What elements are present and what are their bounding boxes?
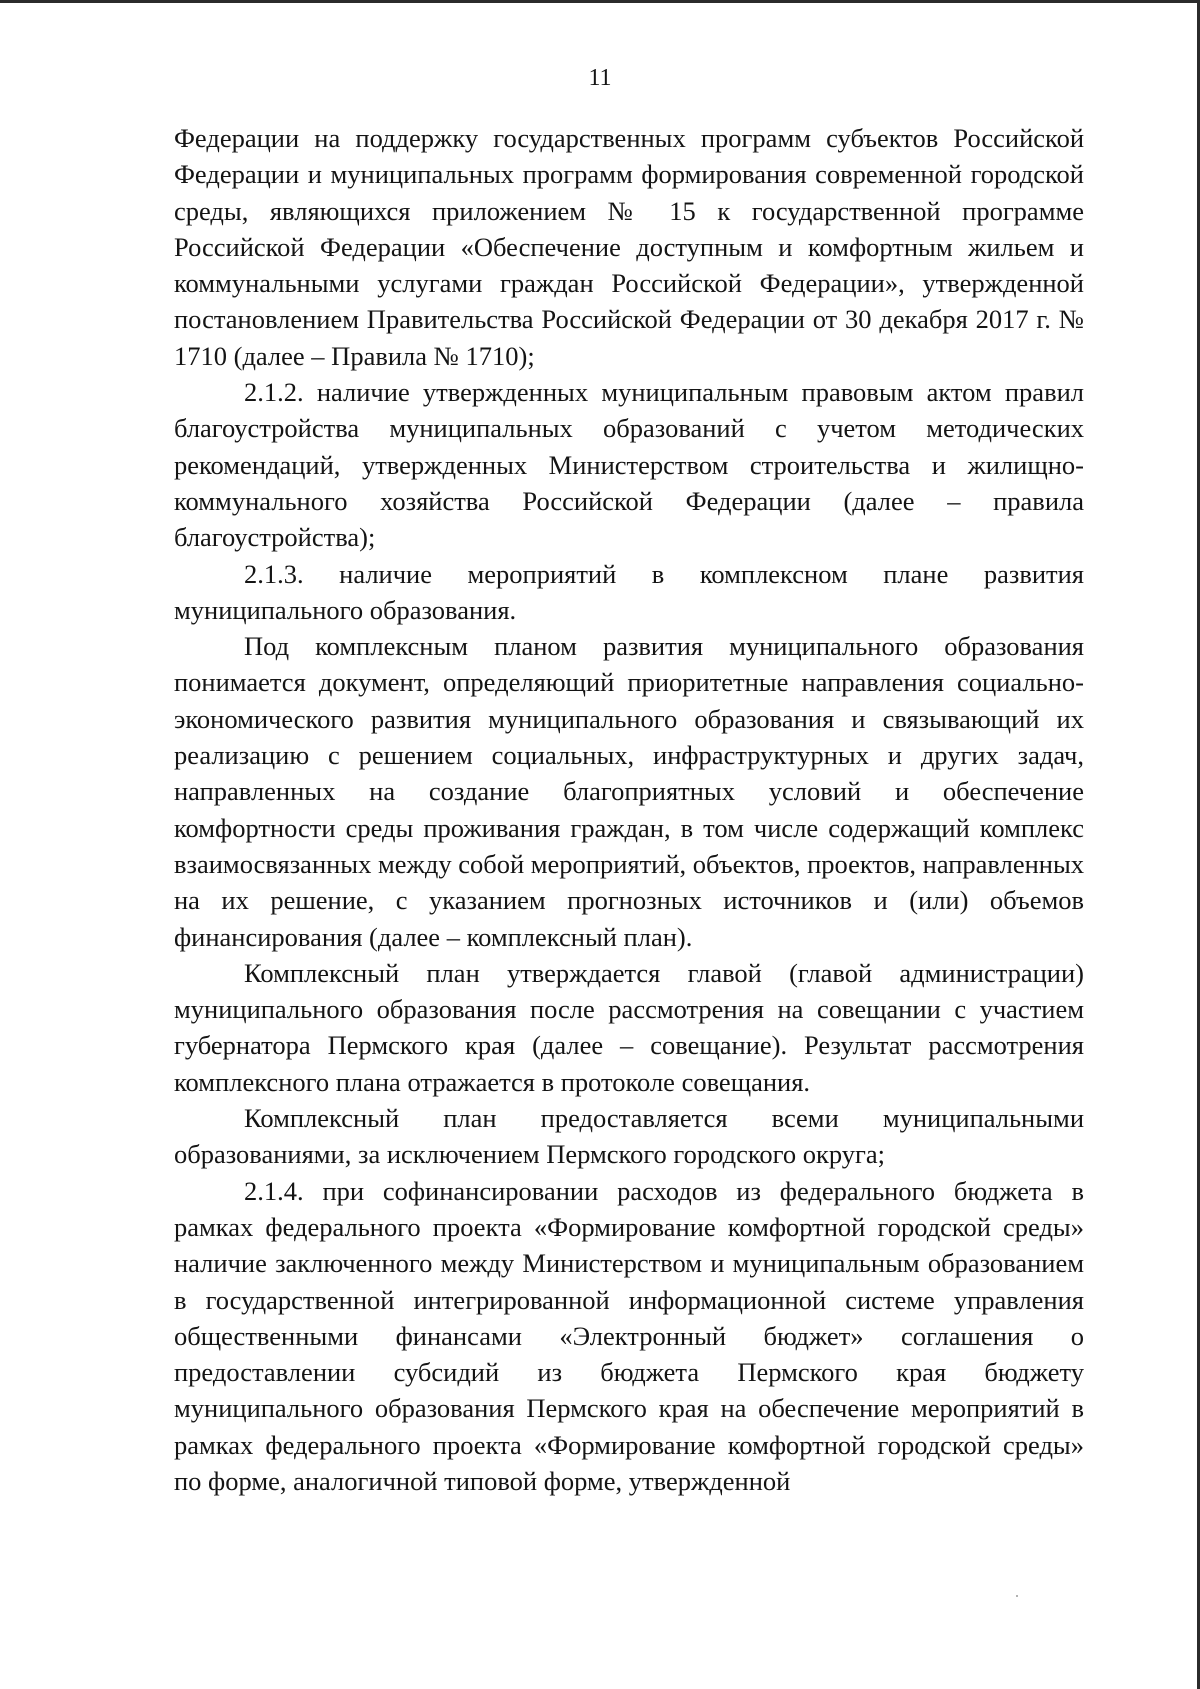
- paragraph-2-1-2: 2.1.2. наличие утвержденных муниципальным правовым актом правил благоустройства муниципальных образований с учетом методических рекомендаций, утвержденных Министерством строительства и жилищно-коммунального хозяйства Российской Федерации (далее – правила благоустройства);: [174, 377, 1084, 553]
- paragraph-2-1-4: 2.1.4. при софинансировании расходов из федерального бюджета в рамках федерального проекта «Формирование комфортной городской среды» наличие заключенного между Министерством и муниципальным образованием в государственной интегрированной информационной системе управления общественными финансами «Электронный бюджет» соглашения о предоставлении субсидий из бюджета Пермского края бюджету муниципального образования Пермского края на обеспечение мероприятий в рамках федерального проекта «Формирование комфортной городской среды» по форме, аналогичной типовой форме, утвержденной: [174, 1175, 1084, 1496]
- paragraph-complex-plan-approval: Комплексный план утверждается главой (главой администрации) муниципального образования после рассмотрения на совещании с участием губернатора Пермского края (далее – совещание). Результат рассмотрения комплексного плана отражается в протоколе совещания.: [174, 957, 1084, 1097]
- paragraph-federation-programs: Федерации на поддержку государственных программ субъектов Российской Федерации и муниципальных программ формирования современной городской среды, являющихся приложением № 15 к государственной программе Российской Федерации «Обеспечение доступным и комфортным жильем и коммунальными услугами граждан Российской Федерации», утвержденной постановлением Правительства Российской Федерации от 30 декабря 2017 г. № 1710 (далее – Правила № 1710);: [174, 123, 1084, 371]
- page-number: 11: [588, 65, 612, 91]
- paragraph-complex-plan-submission: Комплексный план предоставляется всеми муниципальными образованиями, за исключением Пермского городского округа;: [174, 1103, 1084, 1170]
- scan-speck: [1016, 1595, 1018, 1597]
- paragraph-2-1-3: 2.1.3. наличие мероприятий в комплексном плане развития муниципального образования.: [174, 558, 1084, 625]
- paragraph-complex-plan-definition: Под комплексным планом развития муниципального образования понимается документ, определяющий приоритетные направления социально-экономического развития муниципального образования и связывающий их реализацию с решением социальных, инфраструктурных и других задач, направленных на создание благоприятных условий и обеспечение комфортности среды проживания граждан, в том числе содержащий комплекс взаимосвязанных между собой мероприятий, объектов, проектов, направленных на их решение, с указанием прогнозных источников и (или) объемов финансирования (далее – комплексный план).: [174, 631, 1084, 952]
- document-body: [174, 120, 1084, 1499]
